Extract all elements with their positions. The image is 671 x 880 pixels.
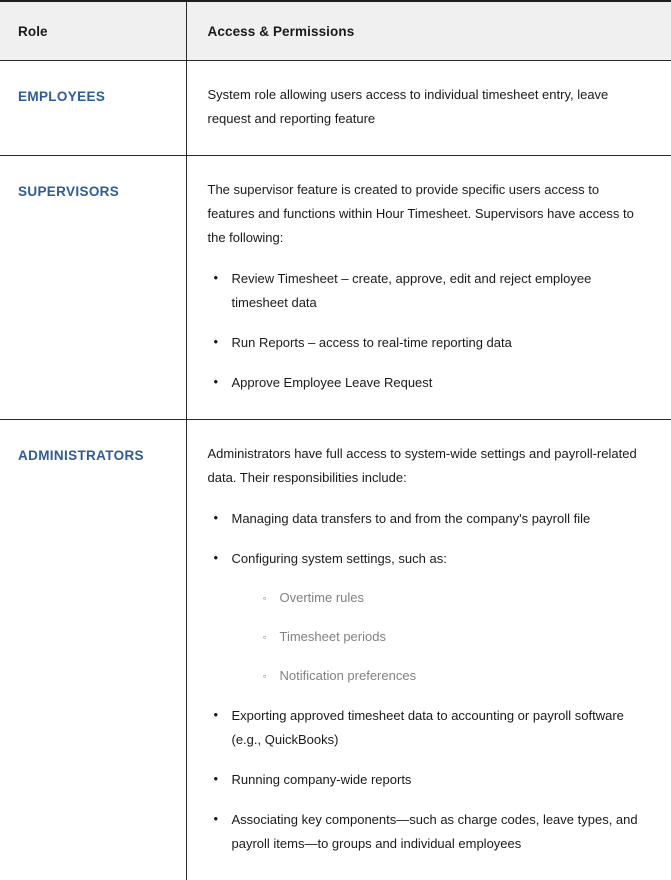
permissions-cell (186, 156, 671, 420)
bullet-item (208, 371, 650, 395)
permissions-cell (186, 61, 671, 156)
permissions-content (187, 61, 671, 155)
role-cell (0, 156, 186, 420)
permissions-intro-text: System role allowing users access to individual timesheet entry, leave request and reporting feature (208, 83, 650, 131)
table-header (0, 1, 671, 61)
permissions-cell (186, 420, 671, 880)
bullet-text: Running company-wide reports (232, 772, 412, 787)
bullet-text: Configuring system settings, such as: (232, 551, 447, 566)
permissions-bullet-list (208, 267, 650, 395)
bullet-item (208, 267, 650, 315)
table-row (0, 61, 671, 156)
permissions-intro-text: Administrators have full access to system-wide settings and payroll-related data. Their responsibilities include: (208, 442, 650, 490)
bullet-text: Exporting approved timesheet data to accounting or payroll software (e.g., QuickBooks) (232, 708, 624, 747)
role-label: EMPLOYEES (0, 61, 186, 106)
bullet-item (208, 768, 650, 792)
role-label: ADMINISTRATORS (0, 420, 186, 465)
permissions-intro-text: The supervisor feature is created to provide specific users access to features and functions within Hour Timesheet. Supervisors have access to the following: (208, 178, 650, 250)
bullet-item (208, 704, 650, 752)
bullet-item (208, 331, 650, 355)
bullet-text: Run Reports – access to real-time reporting data (232, 335, 512, 350)
bullet-text: Associating key components—such as charge codes, leave types, and payroll items—to groups and individual employees (232, 812, 638, 851)
subbullet-item: ◦ Overtime rules (232, 586, 650, 610)
table-row (0, 156, 671, 420)
column-header-permissions (186, 1, 671, 61)
bullet-text: Managing data transfers to and from the company's payroll file (232, 511, 591, 526)
bullet-text: Review Timesheet – create, approve, edit and reject employee timesheet data (232, 271, 592, 310)
table-body (0, 61, 671, 880)
column-header-role (0, 1, 186, 61)
bullet-item (208, 547, 650, 688)
permissions-content (187, 420, 671, 880)
role-label: SUPERVISORS (0, 156, 186, 201)
permissions-content (187, 156, 671, 419)
subbullet-item: ◦ Notification preferences (232, 664, 650, 688)
bullet-item (208, 507, 650, 531)
subbullet-item: ◦ Timesheet periods (232, 625, 650, 649)
permissions-bullet-list (208, 507, 650, 856)
role-cell (0, 420, 186, 880)
role-cell (0, 61, 186, 156)
column-header-role-label: Role (0, 24, 186, 39)
column-header-permissions-label: Access & Permissions (187, 24, 671, 39)
table-header-row (0, 1, 671, 61)
bullet-item (208, 808, 650, 856)
bullet-text: Approve Employee Leave Request (232, 375, 433, 390)
permissions-subbullet-list (232, 586, 650, 688)
table-row (0, 420, 671, 880)
